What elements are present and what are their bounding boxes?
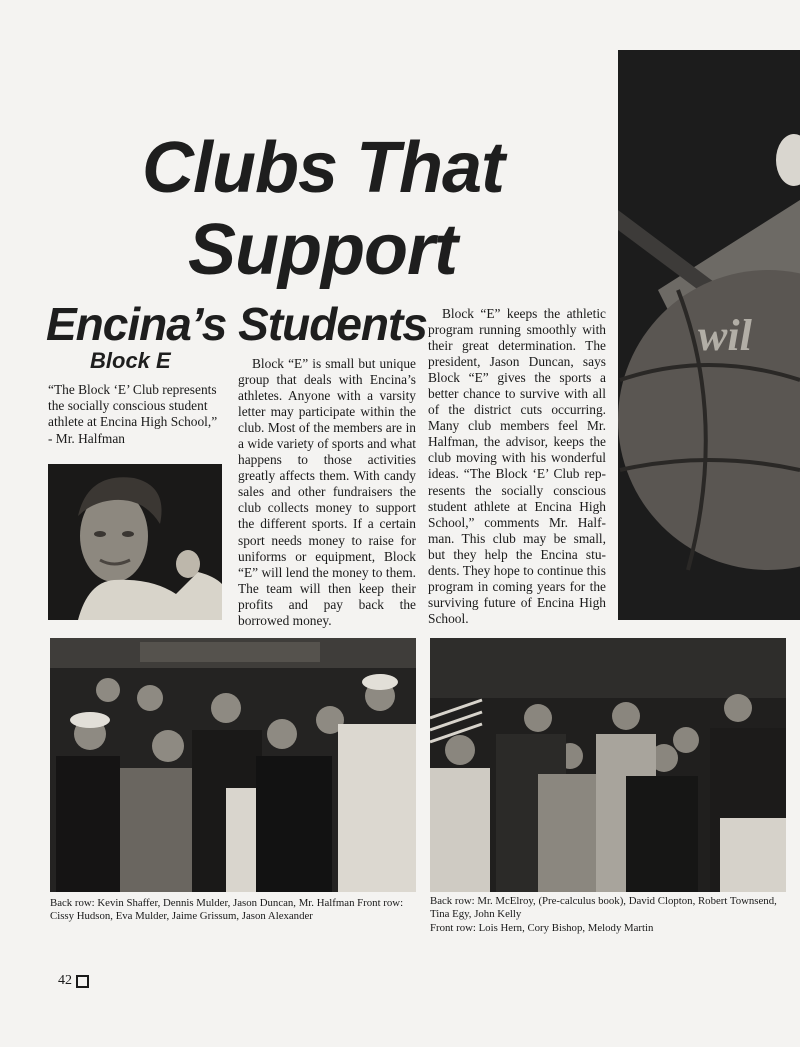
ball-logo-text: wil	[698, 311, 752, 360]
caption-photo-2-line-1: Back row: Mr. McElroy, (Pre-calculus book), David Clopton, Robert Townsend, Tina Egy, John Kelly	[430, 895, 777, 921]
caption-photo-1: Back row: Kevin Shaffer, Dennis Mulder, Jason Duncan, Mr. Halfman Front row: Cissy Hudson, Eva Mulder, Jaime Grissum, Jason Alexander	[50, 897, 404, 923]
square-box-icon	[76, 975, 89, 988]
caption-photo-2-line-2: Front row: Lois Hern, Cory Bishop, Melody Martin	[430, 921, 654, 934]
pull-quote-attribution: - Mr. Halfman	[48, 430, 125, 446]
basketball-illustration	[618, 50, 800, 620]
basketball-photo	[618, 50, 800, 620]
page-number: 42	[58, 973, 72, 988]
group-photo-1-illustration	[50, 638, 416, 892]
pull-quote-text: “The Block ‘E’ Club represents the socially conscious student athlete at Encina High School,”	[48, 382, 218, 430]
caption-photo-2	[430, 895, 798, 935]
title-line-2: Support	[188, 210, 457, 290]
section-heading: Block E	[90, 348, 171, 373]
title-line-3: Encina’s Students	[46, 298, 427, 350]
article-column-3: Block “E” keeps the athletic program running smoothly with their great determination. The president, Jason Duncan, says Block “E” gives the sports a better chance to survive with all of the district cuts occurring. Many club members feel Mr. Halfman, the advisor, keeps the club moving with his wonderful ideas. “The Block ‘E’ Club represents the socially conscious student athlete at Encina High School,” comments Mr. Halfman. This club may be small, but they help the Encina students. They hope to continue this program in coming years for the surviving future of Encina High School.	[428, 306, 606, 626]
article-column-2: Block “E” is small but unique group that deals with Encina’s athletes. Anyone with a varsity letter may participate within the club. Most of the members are in a wide variety of sports and what happens to those activities greatly affects them. With candy sales and other fundraisers the club collects money to support the different sports. If a certain sport needs money to raise for uniforms or equipment, Block “E” will lend the money to them. The team will then keep their profits and pay back the borrowed money.	[238, 356, 416, 628]
title-line-1: Clubs That	[142, 128, 504, 208]
page-folio	[58, 973, 89, 989]
group-photo-2-illustration	[430, 638, 786, 892]
pull-quote	[48, 382, 226, 447]
portrait-photo	[48, 464, 222, 620]
portrait-illustration	[48, 464, 222, 620]
group-photo-club-2	[430, 638, 786, 892]
group-photo-block-e	[50, 638, 416, 892]
